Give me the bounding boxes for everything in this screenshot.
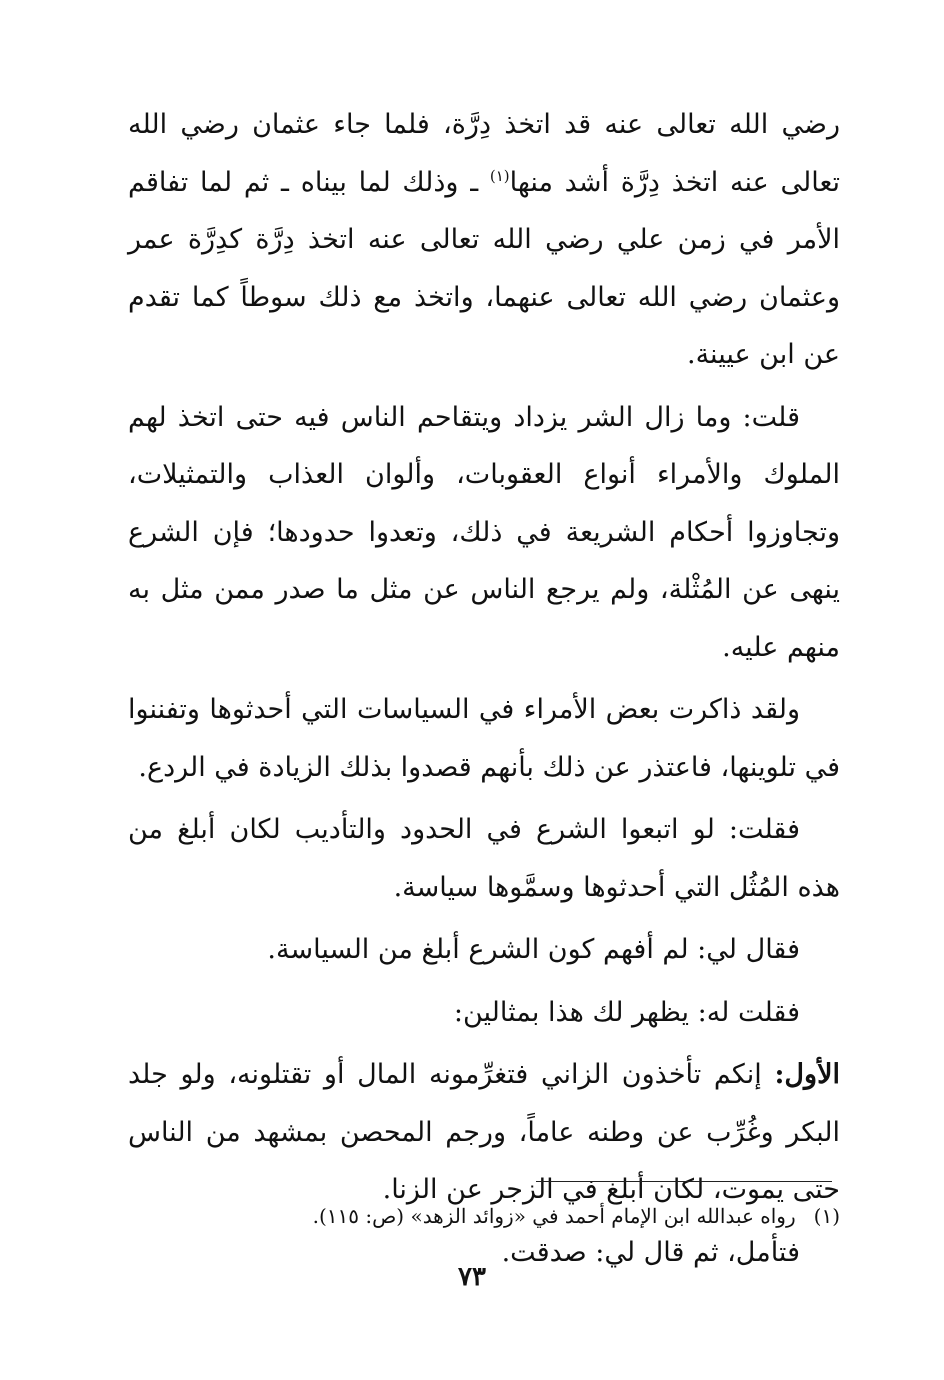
paragraph-7 <box>128 1046 840 1219</box>
page-number: ٧٣ <box>458 1262 486 1292</box>
paragraph-1-text-b: ـ وذلك لما بيناه ـ ثم لما تفاقم الأمر في زمن علي رضي الله تعالى عنه اتخذ دِرَّة كدِرَّة عمر وعثمان رضي الله تعالى عنهما، واتخذ مع ذلك سوطاً كما تقدم عن ابن عيينة. <box>128 166 840 370</box>
paragraph-7-lead: الأول: <box>774 1059 840 1090</box>
paragraph-1 <box>128 96 840 384</box>
paragraph-1-text-a: رضي الله تعالى عنه قد اتخذ دِرَّة، فلما جاء عثمان رضي الله تعالى عنه اتخذ دِرَّة أشد منها <box>128 109 840 198</box>
footnote-divider <box>536 1181 832 1182</box>
paragraph-4: فقلت: لو اتبعوا الشرع في الحدود والتأديب لكان أبلغ من هذه المُثُل التي أحدثوها وسمَّوها سياسة. <box>128 814 840 903</box>
paragraph-8: فتأمل، ثم قال لي: صدقت. <box>501 1236 800 1268</box>
paragraph-5: فقال لي: لم أفهم كون الشرع أبلغ من السياسة. <box>267 934 800 965</box>
footnote <box>200 1196 840 1236</box>
paragraph-6: فقلت له: يظهر لك هذا بمثالين: <box>453 996 800 1028</box>
paragraph-3: ولقد ذاكرت بعض الأمراء في السياسات التي أحدثوها وتفننوا في تلوينها، فاعتذر عن ذلك بأنهم قصدوا بذلك الزيادة في الردع. <box>128 694 840 783</box>
paragraph-2: قلت: وما زال الشر يزداد ويتقاحم الناس فيه حتى اتخذ لهم الملوك والأمراء أنواع العقوبات، وألوان العذاب والتمثيلات، وتجاوزوا أحكام الشريعة في ذلك، وتعدوا حدودها؛ فإن الشرع ينهى عن المُثْلة، ولم يرجع الناس عن مثل ما صدر ممن مثل به منهم عليه. <box>128 401 840 663</box>
body-text <box>128 96 840 1281</box>
footnote-reference: (١) <box>489 166 510 185</box>
footnote-number: (١) <box>813 1204 840 1228</box>
footnote-text: رواه عبدالله ابن الإمام أحمد في «زوائد الزهد» (ص: ١١٥). <box>312 1204 796 1228</box>
paragraph-7-text: إنكم تأخذون الزاني فتغرِّمونه المال أو تقتلونه، ولو جلد البكر وغُرِّب عن وطنه عاماً، ورجم المحصن بمشهد من الناس حتى يموت، لكان أبلغ في الزجر عن الزنا. <box>128 1059 840 1205</box>
